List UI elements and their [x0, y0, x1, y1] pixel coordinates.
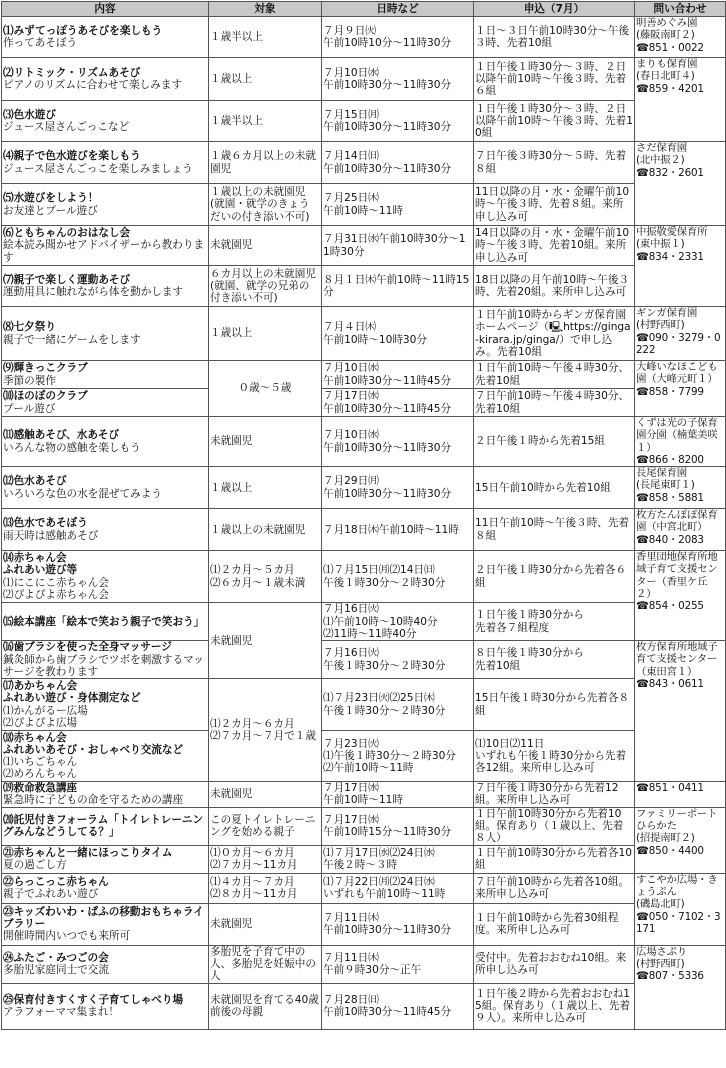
cell-contact: 枚方保育所地域子育て支援センター（東田宮１） ☎843・0611: [635, 641, 726, 782]
cell-contact: ファミリーポートひらかた (招提南町２) ☎850・4400: [635, 807, 726, 873]
event-description: いろんな物の感触を楽しもう: [3, 441, 141, 454]
cell-datetime: ７月17日㈬ 午前10時～11時: [322, 782, 474, 808]
cell-content: [2, 509, 209, 551]
event-title: ⑽ほのぼのクラブ: [3, 390, 88, 403]
cell-target: 未就園児: [209, 417, 322, 467]
event-description: 季節の製作: [3, 374, 56, 387]
cell-content: [2, 307, 209, 361]
event-title: ⑸水遊びをしよう！: [3, 192, 99, 205]
header-content: 内容: [2, 2, 209, 17]
cell-target: 未就園児: [209, 603, 322, 679]
cell-target: １歳６カ月以上の未就園児: [209, 142, 322, 184]
event-description: アラフォーママ集まれ！: [3, 1006, 120, 1019]
event-title: ⒃歯ブラシを使った全身マッサージ: [3, 641, 172, 654]
event-description: 作ってあそぼう: [3, 37, 78, 49]
event-title: ⑾感触あそび、水あそび: [3, 429, 120, 442]
cell-target: 未就園児: [209, 782, 322, 808]
cell-datetime: ７月11日㈭ 午前９時30分～正午: [322, 945, 474, 983]
cell-target: 未就園児: [209, 226, 322, 266]
cell-apply: ７日午前10時～午後４時30分、先着10組: [474, 389, 635, 417]
cell-target: ０歳～５歳: [209, 361, 322, 417]
table-row: [2, 361, 726, 389]
cell-target: １歳以上の未就園児: [209, 509, 322, 551]
event-title: ⒁赤ちゃん会 ふれあい遊び等: [3, 552, 78, 577]
cell-contact: 明善めぐみ園 (藤阪南町２) ☎851・0022: [635, 17, 726, 58]
cell-content: [2, 58, 209, 101]
cell-datetime: ⑴７月17日㈬⑵24日㈬ 午後２時～３時: [322, 845, 474, 873]
cell-content: [2, 467, 209, 509]
table-row: [2, 389, 726, 417]
cell-datetime: ⑴７月15日㈪⑵14日㈰ 午後１時30分～２時30分: [322, 551, 474, 603]
event-title: ⑻七夕祭り: [3, 321, 56, 334]
cell-target: 未就園児: [209, 903, 322, 945]
cell-datetime: ７月16日㈫ ⑴午前10時～10時40分 ⑵11時～11時40分: [322, 603, 474, 641]
cell-datetime: ７月14日㈰ 午前10時30分～11時30分: [322, 142, 474, 184]
cell-apply: １日午前10時30分から先着10組。保育あり（１歳以上、先着８人）: [474, 807, 635, 845]
event-title: ㉒らっこっこ赤ちゃん: [3, 875, 109, 888]
cell-content: [2, 903, 209, 945]
cell-content: [2, 945, 209, 983]
header-contact: 問い合わせ: [635, 2, 726, 17]
cell-content: [2, 782, 209, 808]
table-row: [2, 641, 726, 679]
event-title: ⑵リトミック・リズムあそび: [3, 66, 141, 79]
cell-apply: １日午後２時から先着おおむね15組。保育あり（１歳以上、先着９人）。来所申し込み可: [474, 983, 635, 1029]
cell-target: ⑴２カ月～６カ月 ⑵７カ月～７月で１歳: [209, 679, 322, 782]
event-description: 雨天時は感触あそび: [3, 529, 99, 542]
cell-contact: 広場さぷり (村野西町) ☎807・5336: [635, 945, 726, 1029]
cell-datetime: ７月10日㈬ 午前10時30分～11時45分: [322, 361, 474, 389]
header-target: 対象: [209, 2, 322, 17]
cell-contact: ギンガ保育園 (村野西町) ☎090・3279・0222: [635, 307, 726, 361]
event-description: お友達とプール遊び: [3, 204, 98, 217]
table-header-row: [2, 2, 726, 17]
cell-apply: 15日午前10時から先着10組: [474, 467, 635, 509]
event-title: ⒅赤ちゃん会 ふれあいあそび・おしゃべり交流など: [3, 731, 184, 756]
cell-target: １歳以上の未就園児(就園・就学のきょうだいの付き添い不可): [209, 184, 322, 226]
event-description: 開催時間内いつでも来所可: [3, 930, 131, 943]
event-title: ⒀色水であそぼう: [3, 517, 88, 530]
event-description: ピアノのリズムに合わせて楽しみます: [3, 79, 183, 91]
cell-apply: ７日午後３時30分～５時、先着８組: [474, 142, 635, 184]
cell-target: この夏トイレトレーニングを始める親子: [209, 807, 322, 845]
table-row: [2, 509, 726, 551]
table-row: [2, 58, 726, 101]
cell-apply: ７日午前10時から先着各10組。来所申し込み可: [474, 873, 635, 903]
cell-contact: 中振敬愛保育所 (東中振１) ☎834・2331: [635, 226, 726, 307]
event-description: 親子でふれあい遊び: [3, 888, 99, 901]
event-title: ⒆救命救急講座: [3, 782, 78, 795]
table-row: [2, 551, 726, 603]
table-row: [2, 226, 726, 266]
cell-apply: 14日以降の月・水・金曜午前10時～午後３時、先着10組。来所申し込み可: [474, 226, 635, 266]
cell-target: ⑴４カ月～７カ月 ⑵８カ月～11カ月: [209, 873, 322, 903]
table-row: [2, 603, 726, 641]
cell-contact: 大峰いなほこども園（大峰元町１） ☎858・7799: [635, 361, 726, 417]
cell-datetime: ７月４日㈭ 午前10時～10時30分: [322, 307, 474, 361]
cell-content: [2, 142, 209, 184]
event-title: ⑺親子で楽しく運動あそび: [3, 273, 131, 286]
cell-datetime: ７月15日㈪ 午前10時30分～11時30分: [322, 101, 474, 142]
table-row: [2, 101, 726, 142]
cell-datetime: ７月10日㈬ 午前10時30分～11時30分: [322, 417, 474, 467]
cell-apply: 11日以降の月・水・金曜午前10時～午後３時、先着８組。来所申し込み可: [474, 184, 635, 226]
cell-content: [2, 266, 209, 307]
cell-apply: １日午後１時30分～３時、２日以降午前10時～午後３時、先着10組: [474, 101, 635, 142]
cell-datetime: ７月10日㈬ 午前10時30分～11時30分: [322, 58, 474, 101]
cell-datetime: ７月28日㈰ 午前10時30分～11時45分: [322, 983, 474, 1029]
table-row: [2, 983, 726, 1029]
event-title: ⑼輝きっこクラブ: [3, 362, 88, 375]
event-description: 絵本読み聞かせアドバイザーから教わります: [3, 239, 205, 264]
table-row: [2, 679, 726, 731]
table-row: [2, 307, 726, 361]
cell-apply: ７日午後１時30分から先着12組。来所申し込み可: [474, 782, 635, 808]
cell-contact: 枚方たんぽぽ保育園（中宮北町） ☎840・2083: [635, 509, 726, 551]
cell-datetime: ７月16日㈫ 午後１時30分～２時30分: [322, 641, 474, 679]
cell-target: ６カ月以上の未就園児(就園、就学の兄弟の付き添い不可): [209, 266, 322, 307]
table-row: [2, 142, 726, 184]
cell-content: [2, 983, 209, 1029]
cell-datetime: ７月９日㈫ 午前10時10分～11時30分: [322, 17, 474, 58]
cell-contact: さだ保育園 (北中振２) ☎832・2601: [635, 142, 726, 226]
cell-datetime: ７月29日㈪ 午前10時30分～11時30分: [322, 467, 474, 509]
cell-datetime: ７月31日㈬午前10時30分～11時30分: [322, 226, 474, 266]
event-description: 運動用具に触れながら体を動かします: [3, 286, 184, 298]
cell-target: 多胎児を子育て中の人、多胎児を妊娠中の人: [209, 945, 322, 983]
cell-contact: 香里団地保育所地域子育て支援センター（香里ケ丘２） ☎854・0255: [635, 551, 726, 641]
event-title: ⒂絵本講座「絵本で笑おう親子で笑おう」: [3, 615, 205, 628]
header-apply: 申込（7月）: [474, 2, 635, 17]
cell-target: １歳半以上: [209, 17, 322, 58]
table-row: [2, 467, 726, 509]
cell-content: [2, 845, 209, 873]
cell-target: 未就園児を育てる40歳前後の母親: [209, 983, 322, 1029]
cell-apply: １日午後１時30分から 先着各７組程度: [474, 603, 635, 641]
cell-apply: ２日午後１時から先着15組: [474, 417, 635, 467]
event-title: ⑶色水遊び: [3, 108, 56, 121]
cell-datetime: ⑴７月23日㈫⑵25日㈭ 午後１時30分～２時30分: [322, 679, 474, 731]
cell-datetime: ⑴７月22日㈪⑵24日㈬ いずれも午前10時～11時: [322, 873, 474, 903]
event-title: ⑹ともちゃんのおはなし会: [3, 227, 131, 240]
cell-contact: ☎851・0411: [635, 782, 726, 808]
table-row: [2, 731, 726, 782]
event-title: ⑷親子で色水遊びを楽しもう: [3, 150, 141, 163]
cell-apply: 11日午前10時～午後３時、先着８組: [474, 509, 635, 551]
table-row: [2, 945, 726, 983]
cell-apply: １日午前10時30分から先着各10組: [474, 845, 635, 873]
cell-content: [2, 731, 209, 782]
event-title: ⑴みずてっぽうあそびを楽しもう: [3, 24, 163, 37]
cell-apply: １日午前10時～午後４時30分、先着10組: [474, 361, 635, 389]
table-row: [2, 266, 726, 307]
cell-content: [2, 873, 209, 903]
event-title: ⒄あかちゃん会 ふれあい遊び・身体測定など: [3, 680, 141, 705]
cell-content: [2, 641, 209, 679]
table-row: [2, 17, 726, 58]
event-description: ジュース屋さんごっこを楽しみましょう: [3, 162, 193, 175]
event-table: [1, 1, 726, 1030]
event-title: ⑿色水あそび: [3, 475, 67, 488]
cell-content: [2, 226, 209, 266]
cell-content: [2, 17, 209, 58]
event-title: ⒇託児付きフォーラム「トイレトレーニングみんなどうしてる？」: [3, 813, 204, 839]
cell-datetime: ７月17日㈬ 午前10時15分～11時30分: [322, 807, 474, 845]
event-description: 多胎児家庭同士で交流: [3, 964, 109, 977]
event-description: ⑴いちごちゃん ⑵めろんちゃん: [3, 756, 78, 781]
cell-content: [2, 679, 209, 731]
event-description: プール遊び: [3, 402, 56, 415]
cell-contact: くずは光の子保育園分園（楠葉美咲１） ☎866・8200: [635, 417, 726, 467]
cell-target: １歳半以上: [209, 101, 322, 142]
cell-apply: １日午前10時から先着30組程度。来所申し込み可: [474, 903, 635, 945]
cell-content: [2, 603, 209, 641]
table-row: [2, 873, 726, 903]
cell-contact: すこやか広場・きょうぷん (磯島北町) ☎050・7102・3171: [635, 873, 726, 945]
event-description: いろいろな色の水を混ぜてみよう: [3, 487, 162, 500]
cell-target: ⑴２カ月～５カ月 ⑵６カ月～１歳未満: [209, 551, 322, 603]
cell-apply: １日～３日午前10時30分～午後３時、先着10組: [474, 17, 635, 58]
cell-apply: 15日午後１時30分から先着各８組: [474, 679, 635, 731]
cell-datetime: ７月18日㈭午前10時～11時: [322, 509, 474, 551]
table-row: [2, 417, 726, 467]
cell-content: [2, 807, 209, 845]
cell-content: [2, 101, 209, 142]
cell-apply: １日午前10時からギンガ保育園ホームページ（🖳https://ginga-kirara.jp/ginga/）で申し込み。先着10組: [474, 307, 635, 361]
event-description: 親子で一緒にゲームをします: [3, 333, 141, 346]
event-description: ⑴にこにこ赤ちゃん会 ⑵ぴよぴよ赤ちゃん会: [3, 576, 109, 601]
cell-apply: 18日以降の月午前10時～午後３時、先着20組。来所申し込み可: [474, 266, 635, 307]
table-row: [2, 845, 726, 873]
table-row: [2, 807, 726, 845]
cell-content: [2, 389, 209, 417]
cell-datetime: ７月23日㈫ ⑴午後１時30分～２時30分 ⑵午前10時～11時: [322, 731, 474, 782]
table-row: [2, 184, 726, 226]
cell-content: [2, 417, 209, 467]
cell-target: １歳以上: [209, 307, 322, 361]
cell-apply: ８日午後１時30分から 先着10組: [474, 641, 635, 679]
cell-target: ⑴０カ月～６カ月 ⑵７カ月～11カ月: [209, 845, 322, 873]
cell-contact: まりも保育園 (春日北町４) ☎859・4201: [635, 58, 726, 142]
event-description: ジュース屋さんごっこなど: [3, 121, 130, 133]
event-description: 夏の過ごし方: [3, 859, 67, 872]
event-title: ㉔ふたご・みつごの会: [3, 951, 109, 964]
header-datetime: 日時など: [322, 2, 474, 17]
cell-target: １歳以上: [209, 467, 322, 509]
event-description: 緊急時に子どもの命を守るための講座: [3, 794, 184, 807]
event-title: ㉓キッズわいわ・ぱふの移動おもちゃライブラリー: [3, 905, 204, 931]
table-row: [2, 782, 726, 808]
cell-datetime: ７月11日㈭ 午前10時30分～11時30分: [322, 903, 474, 945]
cell-apply: 受付中。先着おおむね10組。来所申し込み可: [474, 945, 635, 983]
cell-datetime: ７月25日㈭ 午前10時～11時: [322, 184, 474, 226]
cell-content: [2, 184, 209, 226]
event-title: ㉕保育付きすくすく子育てしゃべり場: [3, 993, 184, 1006]
cell-datetime: ８月１日㈭午前10時～11時15分: [322, 266, 474, 307]
table-row: [2, 903, 726, 945]
cell-apply: １日午後１時30分～３時、２日以降午前10時～午後３時、先着６組: [474, 58, 635, 101]
cell-apply: ２日午後１時30分から先着各６組: [474, 551, 635, 603]
cell-apply: ⑴10日⑵11日 いずれも午後１時30分から先着各12組。来所申し込み可: [474, 731, 635, 782]
event-description: ⑴かんがるー広場 ⑵ぴよぴよ広場: [3, 704, 88, 729]
cell-datetime: ７月17日㈬ 午前10時30分～11時45分: [322, 389, 474, 417]
cell-content: [2, 361, 209, 389]
event-title: ㉑赤ちゃんと一緒にほっこりタイム: [3, 846, 173, 859]
event-description: 鍼灸師から歯ブラシでツボを刺激するマッサージを教わります: [3, 653, 204, 678]
cell-contact: 長尾保育園 (長尾東町１) ☎858・5881: [635, 467, 726, 509]
cell-content: [2, 551, 209, 603]
cell-target: １歳以上: [209, 58, 322, 101]
